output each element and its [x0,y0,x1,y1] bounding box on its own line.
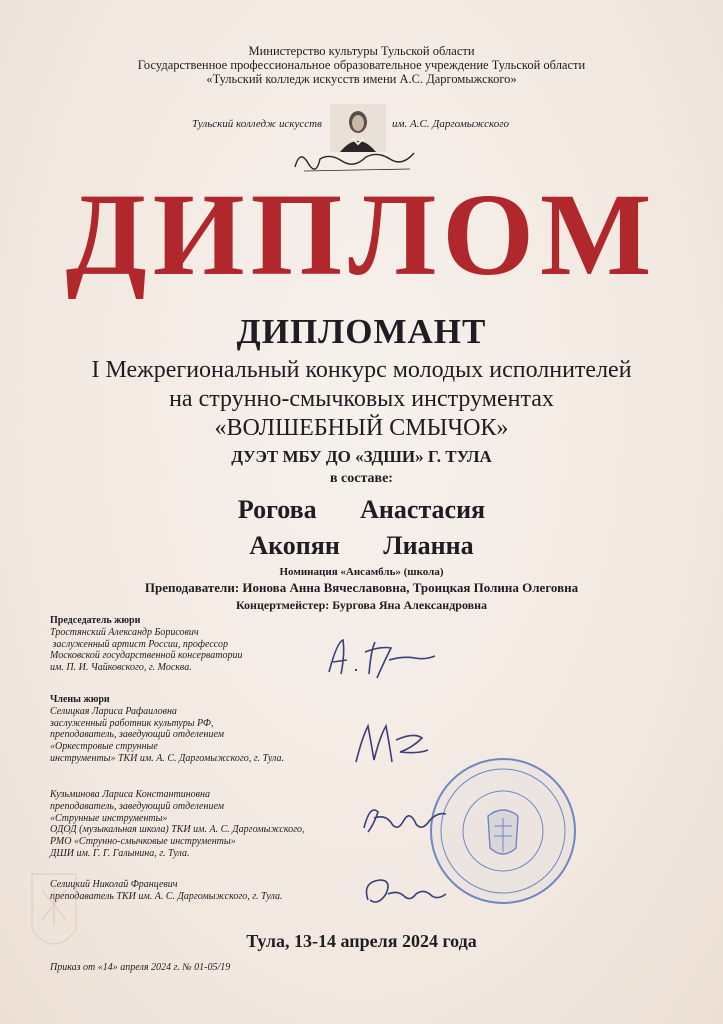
jury-chair-block [50,615,242,674]
college-line: «Тульский колледж искусств имени А.С. Даргомыжского» [206,72,517,86]
jury-line: инструменты» ТКИ им. А. С. Даргомыжского, г. Тула. [50,752,285,764]
institution-line: Государственное профессиональное образовательное учреждение Тульской области [137,58,586,72]
jury-line: Селицкая Лариса Рафаиловна [50,705,177,717]
jury-members-heading: Члены жюри [50,694,110,705]
award-title: ДИПЛОМАНТ [236,312,487,351]
jury-line: ДШИ им. Г. Г. Галынина, г. Тула. [50,847,190,859]
member-1-signature-icon [352,718,432,770]
place-and-date: Тула, 13-14 апреля 2024 года [246,931,477,951]
group-name: ДУЭТ МБУ ДО «ЗДШИ» Г. ТУЛА [231,447,492,466]
jury-line: им. П. И. Чайковского, г. Москва. [50,662,192,674]
jury-line: заслуженный артист России, профессор [50,638,228,650]
jury-line: преподаватель ТКИ им. А. С. Даргомыжского, г. Тула. [50,890,283,902]
jury-line: преподаватель, заведующий отделением [50,729,225,741]
issuer-header [0,44,723,86]
jury-chair-heading: Председатель жюри [50,615,141,626]
member-3-signature-icon [358,870,448,912]
participant-name-2: Акопян Лианна [249,531,474,560]
jury-line: ОДОД (музыкальная школа) ТКИ им. А. С. Даргомыжского, [50,824,305,836]
jury-line: «Струнные инструменты» [50,812,168,824]
jury-member-2-block [50,789,305,860]
contest-line-2: на струнно-смычковых инструментах [169,386,554,412]
participant-name-1: Рогова Анастасия [237,495,486,524]
jury-line: Селицкий Николай Францевич [50,879,178,890]
composition-label: в составе: [330,471,393,486]
jury-line: преподаватель, заведующий отделением [50,800,225,812]
logo-right-text: им. А.С. Даргомыжского [392,118,510,130]
jury-line: «Оркестровые струнные [50,741,158,753]
order-reference: Приказ от «14» апреля 2024 г. № 01-05/19 [50,962,231,973]
jury-line: Кузьминова Лариса Константиновна [50,789,210,800]
jury-line: Тростянский Александр Борисович [50,626,199,638]
jury-member-1-block [50,694,284,765]
contest-line-3: «ВОЛШЕБНЫЙ СМЫЧОК» [214,415,509,441]
ministry-line: Министерство культуры Тульской области [248,44,475,58]
accompanist: Концертмейстер: Бургова Яна Александровна [235,598,488,612]
nomination: Номинация «Ансамбль» (школа) [279,566,444,578]
contest-line-1: I Межрегиональный конкурс молодых исполнителей [91,357,632,383]
jury-line: Московской государственной консерватории [50,650,243,662]
chair-signature-icon [325,634,440,684]
jury-line: РМО «Струнно-смычковые инструменты» [50,836,236,848]
member-2-signature-icon [360,798,450,840]
teachers: Преподаватели: Ионова Анна Вячеславовна, Троицкая Полина Олеговна [144,580,579,595]
logo-left-text: Тульский колледж искусств [192,118,322,130]
jury-line: заслуженный работник культуры РФ, [50,717,214,729]
diploma-title: ДИПЛОМ [65,169,658,300]
jury-member-3-block [50,879,283,903]
official-stamp-icon [428,756,578,906]
contest-name [0,356,723,443]
